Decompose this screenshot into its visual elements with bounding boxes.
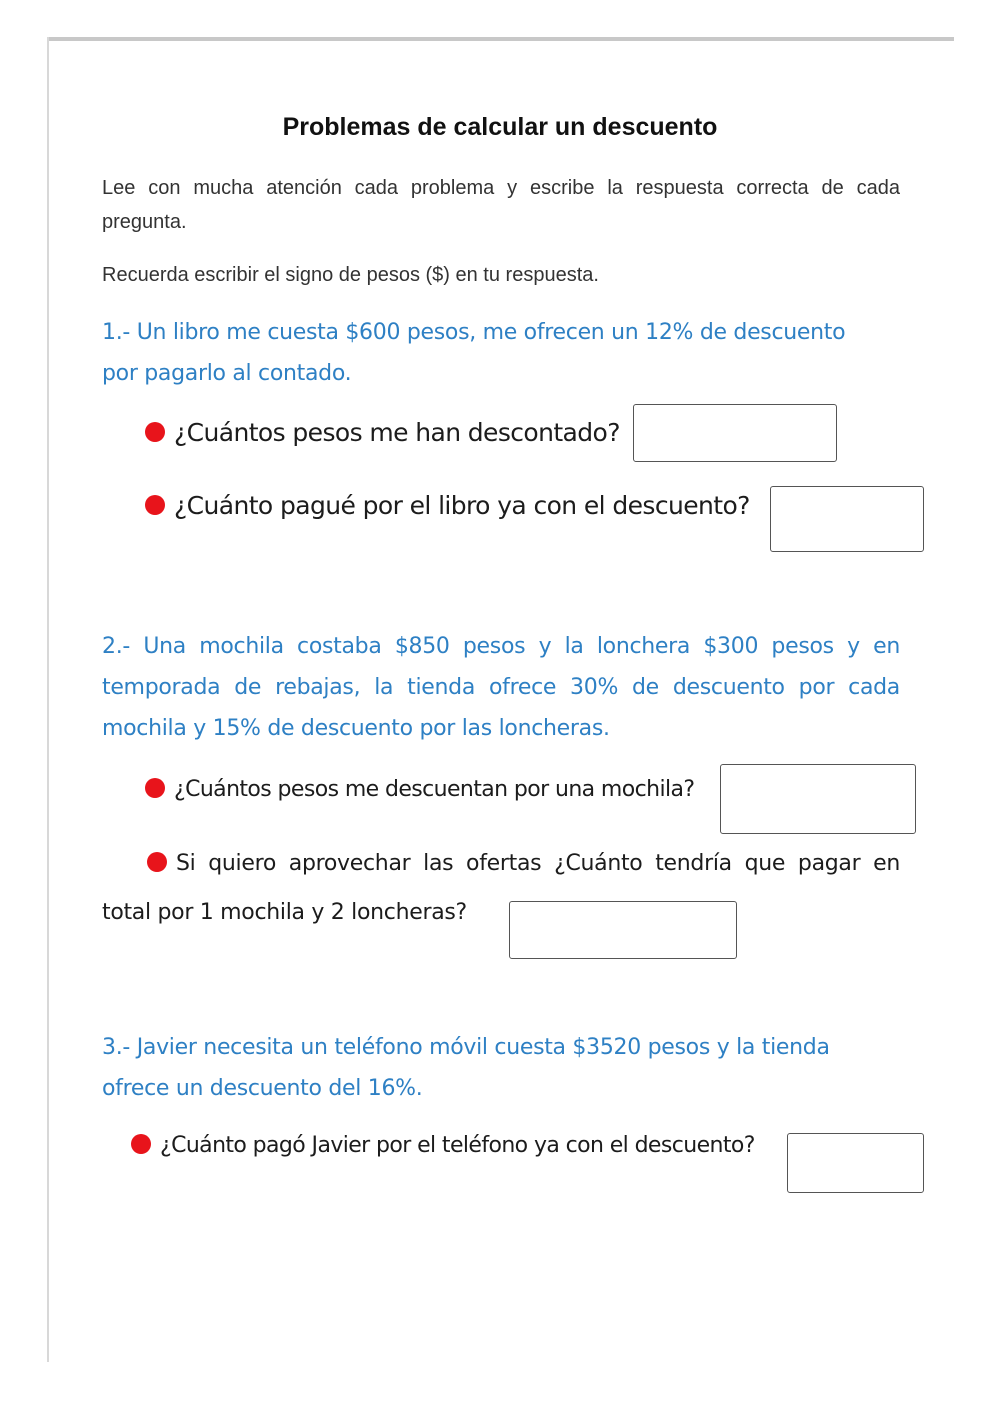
- bullet-icon: [147, 852, 167, 872]
- answer-box-2a[interactable]: [720, 764, 916, 834]
- question-label: ¿Cuántos pesos me descuentan por una mochila?: [174, 777, 695, 802]
- page-top-border: [48, 37, 954, 41]
- bullet-icon: [145, 495, 165, 515]
- question-label: ¿Cuántos pesos me han descontado?: [174, 418, 620, 447]
- bullet-icon: [145, 778, 165, 798]
- answer-box-1b[interactable]: [770, 486, 924, 552]
- problem-2-question-1: [145, 777, 694, 802]
- problem-2-text: 2.- Una mochila costaba $850 pesos y la lonchera $300 pesos y en temporada de rebajas, la tienda ofrece 30% de descuento por cada mochila y 15% de descuento por las loncheras.: [102, 634, 900, 741]
- bullet-icon: [145, 422, 165, 442]
- answer-box-2b[interactable]: [509, 901, 737, 959]
- page-left-border: [47, 37, 49, 1362]
- problem-1-text: 1.- Un libro me cuesta $600 pesos, me ofrecen un 12% de descuento por pagarlo al contado.: [102, 320, 846, 386]
- problem-2-question-2: [102, 839, 900, 937]
- question-label: ¿Cuánto pagué por el libro ya con el descuento?: [174, 491, 750, 520]
- instructions-text: Lee con mucha atención cada problema y escribe la respuesta correcta de cada pregunta.: [102, 177, 900, 233]
- question-label: Si quiero aprovechar las ofertas ¿Cuánto tendría que pagar en total por 1 mochila y 2 loncheras?: [102, 851, 900, 925]
- bullet-icon: [131, 1134, 151, 1154]
- answer-box-3a[interactable]: [787, 1133, 924, 1193]
- problem-3-text: 3.- Javier necesita un teléfono móvil cuesta $3520 pesos y la tienda ofrece un descuento del 16%.: [102, 1035, 830, 1101]
- problem-1-question-2: [145, 491, 750, 520]
- question-label: ¿Cuánto pagó Javier por el teléfono ya con el descuento?: [160, 1133, 755, 1158]
- problem-3-question-1: [131, 1133, 755, 1158]
- instructions-reminder: Recuerda escribir el signo de pesos ($) en tu respuesta.: [102, 264, 599, 286]
- worksheet-title: Problemas de calcular un descuento: [282, 113, 718, 141]
- answer-box-1a[interactable]: [633, 404, 837, 462]
- problem-1-question-1: [145, 418, 620, 447]
